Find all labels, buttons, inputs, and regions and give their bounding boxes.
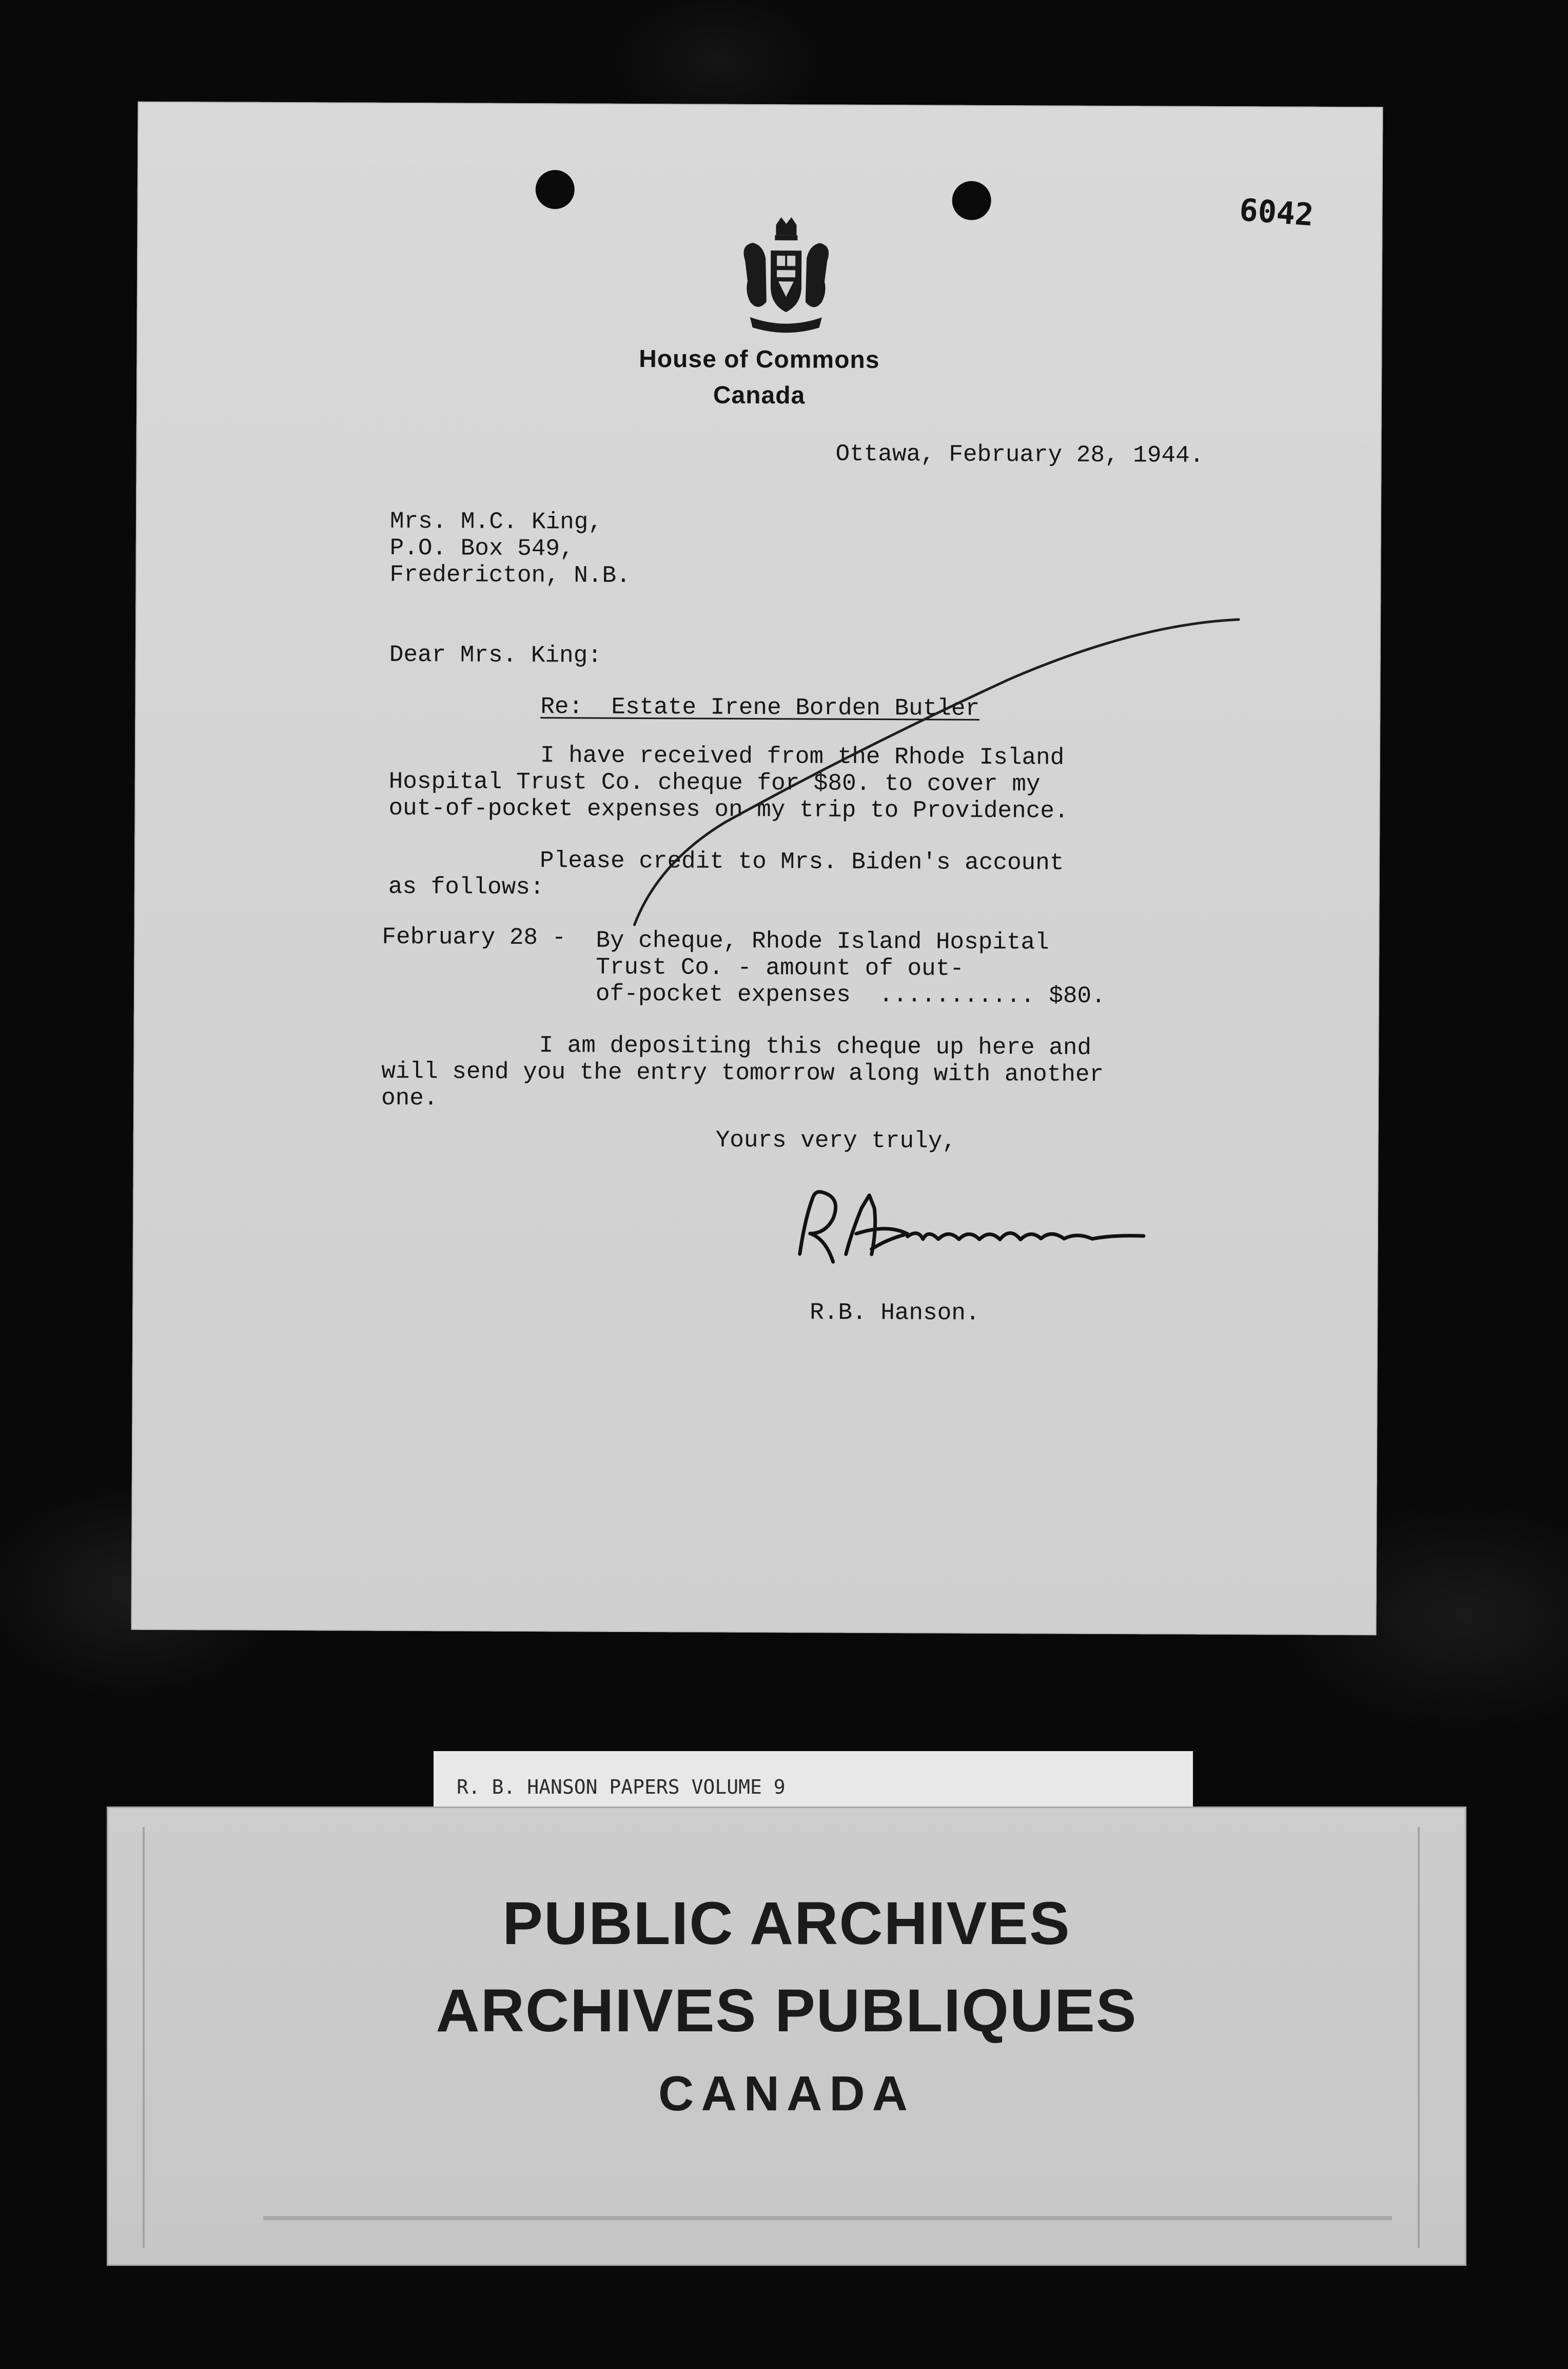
coat-of-arms-icon xyxy=(735,215,838,338)
recipient-line3: Fredericton, N.B. xyxy=(389,561,631,589)
letter-page xyxy=(131,102,1383,1636)
punch-hole-left xyxy=(536,170,575,209)
archive-line3: CANADA xyxy=(658,2066,915,2121)
paragraph3-line3: one. xyxy=(381,1084,438,1112)
volume-label xyxy=(434,1751,1193,1808)
archive-card xyxy=(107,1807,1466,2266)
signer-name: R.B. Hanson. xyxy=(810,1299,980,1327)
punch-hole-right xyxy=(952,181,991,220)
archive-line2: ARCHIVES PUBLIQUES xyxy=(436,1977,1138,2045)
closing: Yours very truly, xyxy=(715,1127,957,1155)
entry-line3: of-pocket expenses ........... $80. xyxy=(595,980,1106,1009)
recipient-line2: P.O. Box 549, xyxy=(389,534,574,562)
paragraph2-line1: Please credit to Mrs. Biden's account xyxy=(539,847,1064,877)
volume-label-text: R. B. HANSON PAPERS VOLUME 9 xyxy=(457,1776,786,1798)
recipient-line1: Mrs. M.C. King, xyxy=(389,508,603,536)
letterhead-line2: Canada xyxy=(713,381,806,410)
paragraph3-line1: I am depositing this cheque up here and xyxy=(539,1032,1092,1061)
page-number: 6042 xyxy=(1238,192,1315,234)
subject-line: Re: Estate Irene Borden Butler xyxy=(540,693,980,722)
entry-date: February 28 - xyxy=(382,923,566,952)
paragraph1-line2: Hospital Trust Co. cheque for $80. to cover my xyxy=(388,768,1041,798)
paragraph2-line2: as follows: xyxy=(388,873,544,901)
entry-line2: Trust Co. - amount of out- xyxy=(596,954,964,982)
signature xyxy=(784,1177,1185,1291)
paragraph1-line3: out-of-pocket expenses on my trip to Providence. xyxy=(388,794,1069,825)
letterhead-line1: House of Commons xyxy=(639,345,880,374)
place-date: Ottawa, February 28, 1944. xyxy=(835,440,1204,469)
salutation: Dear Mrs. King: xyxy=(389,641,602,669)
archive-line1: PUBLIC ARCHIVES xyxy=(502,1890,1071,1957)
card-fold xyxy=(263,2216,1392,2220)
paragraph1-line1: I have received from the Rhode Island xyxy=(540,742,1065,771)
paragraph3-line2: will send you the entry tomorrow along with another xyxy=(381,1058,1104,1088)
entry-line1: By cheque, Rhode Island Hospital xyxy=(596,927,1049,956)
